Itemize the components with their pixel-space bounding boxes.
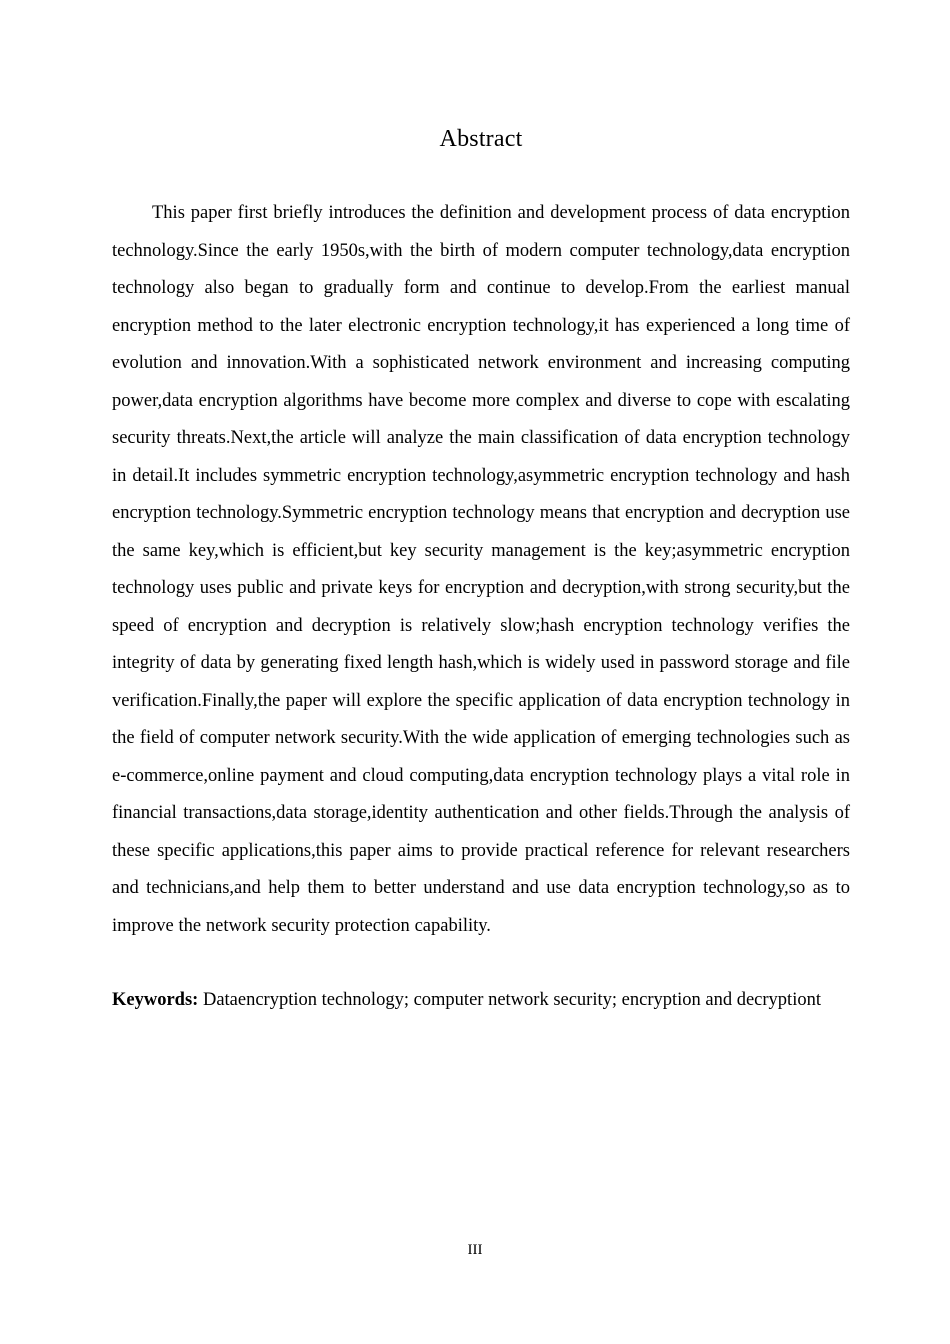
page-number: III xyxy=(467,1242,483,1258)
page-title: Abstract xyxy=(439,126,523,152)
page-content-column xyxy=(112,0,850,1020)
keywords-label: Keywords: xyxy=(112,990,199,1010)
keywords-value: Dataencryption technology; computer network security; encryption and decryptiont xyxy=(202,990,821,1010)
abstract-paragraph: This paper first briefly introduces the definition and development process of data encryption technology.Since the early 1950s,with the birth of modern computer technology,data encryption technology also began to gradually form and continue to develop.From the earliest manual encryption method to the later electronic encryption technology,it has experienced a long time of evolution and innovation.With a sophisticated network environment and increasing computing power,data encryption algorithms have become more complex and diverse to cope with escalating security threats.Next,the article will analyze the main classification of data encryption technology in detail.It includes symmetric encryption technology,asymmetric encryption technology and hash encryption technology.Symmetric encryption technology means that encryption and decryption use the same key,which is efficient,but key security management is the key;asymmetric encryption technology uses public and private keys for encryption and decryption,with strong security,but the speed of encryption and decryption is relatively slow;hash encryption technology verifies the integrity of data by generating fixed length hash,which is widely used in password storage and file verification.Finally,the paper will explore the specific application of data encryption technology in the field of computer network security.With the wide application of emerging technologies such as e-commerce,online payment and cloud computing,data encryption technology plays a vital role in financial transactions,data storage,identity authentication and other fields.Through the analysis of these specific applications,this paper aims to provide practical reference for relevant researchers and technicians,and help them to better understand and use data encryption technology,so as to improve the network security protection capability. xyxy=(112,203,850,936)
keywords-line xyxy=(112,945,850,1020)
